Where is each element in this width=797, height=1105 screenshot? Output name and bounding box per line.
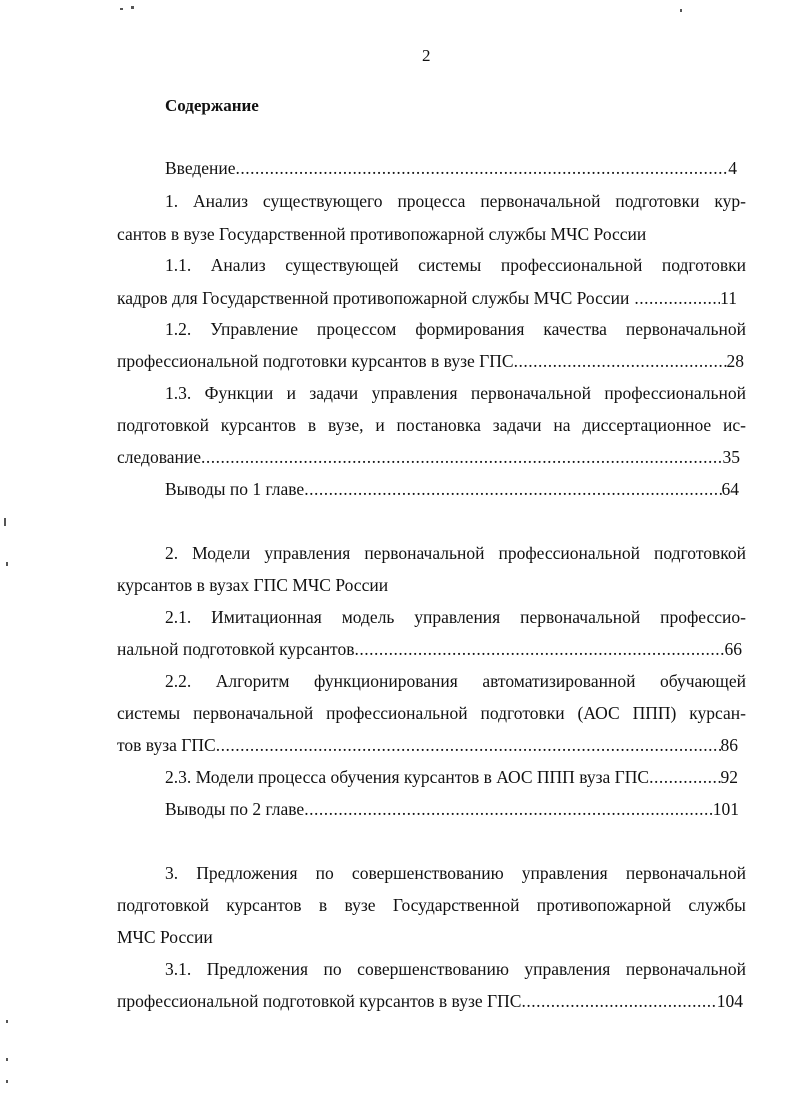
toc-leader (514, 351, 727, 371)
toc-entry-intro (165, 158, 737, 178)
toc-leader (216, 735, 721, 755)
page-title: Содержание (165, 96, 259, 115)
toc-chapter-3-title-line-2: подготовкой курсантов в вузе Государственной противопожарной службы (117, 895, 746, 915)
toc-leader (304, 799, 713, 819)
toc-page: 104 (716, 991, 743, 1011)
toc-page: 92 (720, 767, 738, 787)
toc-section-2-2-line-3: тов вуза ГПС ..... 86 (117, 735, 738, 755)
toc-section-2-1-line-1: 2.1. Имитационная модель управления первоначальной профессио- (165, 607, 746, 627)
toc-section-2-1-line-2: нальной подготовкой курсантов ..... 66 (117, 639, 742, 659)
toc-page: 28 (726, 351, 744, 371)
toc-page: 64 (721, 479, 739, 499)
scan-speck (6, 1080, 8, 1083)
toc-section-3-1-line-1: 3.1. Предложения по совершенствованию управления первоначальной (165, 959, 746, 979)
scan-speck (120, 8, 123, 10)
toc-section-1-2-line-2: профессиональной подготовки курсантов в вузе ГПС ..... 28 (117, 351, 744, 371)
toc-page: 35 (722, 447, 740, 467)
toc-leader (649, 767, 720, 787)
toc-chapter-2-title-line-1: 2. Модели управления первоначальной профессиональной подготовкой (165, 543, 746, 563)
toc-section-1-3-line-3: следование ..... 35 (117, 447, 740, 467)
toc-chapter-3-title-line-1: 3. Предложения по совершенствованию управления первоначальной (165, 863, 746, 883)
toc-page: 4 (728, 158, 737, 178)
toc-section-1-3-line-1: 1.3. Функции и задачи управления первоначальной профессиональной (165, 383, 746, 403)
toc-section-3-1-line-2: профессиональной подготовкой курсантов в вузе ГПС ..... 104 (117, 991, 743, 1011)
toc-page: 101 (712, 799, 739, 819)
scan-speck (4, 518, 6, 526)
toc-leader (354, 639, 724, 659)
scan-speck (6, 1020, 8, 1023)
toc-section-2-2-line-1: 2.2. Алгоритм функционирования автоматизированной обучающей (165, 671, 746, 691)
scan-speck (6, 562, 8, 566)
toc-leader (304, 479, 721, 499)
toc-section-1-1-line-1: 1.1. Анализ существующей системы профессиональной подготовки (165, 255, 746, 275)
toc-section-1-1-line-2: кадров для Государственной противопожарной службы МЧС России ..... 11 (117, 288, 737, 308)
toc-chapter-3-title-line-3: МЧС России (117, 927, 213, 947)
toc-chapter-2-title-line-2: курсантов в вузах ГПС МЧС России (117, 575, 389, 595)
toc-page: 66 (724, 639, 742, 659)
scan-speck (680, 9, 682, 12)
toc-page: 11 (720, 288, 737, 308)
toc-page: 86 (720, 735, 738, 755)
page-number: 2 (422, 46, 431, 65)
toc-entry-conclusions-2: Выводы по 2 главе ..... 101 (165, 799, 739, 819)
toc-leader (634, 288, 720, 308)
toc-section-1-2-line-1: 1.2. Управление процессом формирования качества первоначальной (165, 319, 746, 339)
toc-entry-conclusions-1: Выводы по 1 главе ..... 64 (165, 479, 739, 499)
scan-speck (131, 6, 134, 9)
scan-speck (6, 1058, 8, 1061)
toc-section-2-3: 2.3. Модели процесса обучения курсантов в АОС ППП вуза ГПС ..... 92 (165, 767, 738, 787)
toc-leader (201, 447, 723, 467)
toc-section-2-2-line-2: системы первоначальной профессиональной подготовки (АОС ППП) курсан- (117, 703, 746, 723)
toc-chapter-1-title-line-1: 1. Анализ существующего процесса первоначальной подготовки кур- (165, 191, 746, 211)
toc-title: Введение (165, 158, 236, 178)
toc-leader (521, 991, 716, 1011)
toc-section-1-3-line-2: подготовкой курсантов в вузе, и постановка задачи на диссертационное ис- (117, 415, 746, 435)
toc-leader (236, 158, 729, 178)
toc-chapter-1-title-line-2: сантов в вузе Государственной противопожарной службы МЧС России (117, 224, 647, 244)
